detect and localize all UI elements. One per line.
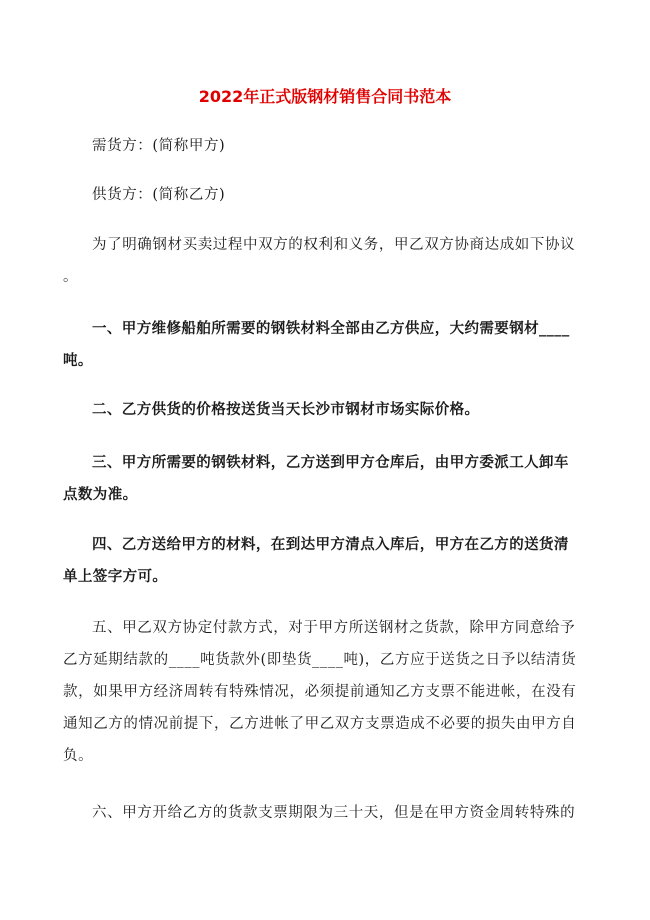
clause-1-line-1: 一、甲方维修船舶所需要的钢铁材料全部由乙方供应，大约需要钢材____ bbox=[92, 321, 570, 337]
clause-4-line-1: 四、乙方送给甲方的材料，在到达甲方清点入库后，甲方在乙方的送货清 bbox=[92, 537, 569, 553]
intro-line-2: 。 bbox=[63, 269, 79, 285]
clause-4 bbox=[63, 529, 585, 593]
intro-paragraph bbox=[63, 229, 585, 293]
clause-2: 二、乙方供货的价格按送货当天长沙市钢材市场实际价格。 bbox=[92, 402, 480, 418]
clause-5-line-1: 五、甲乙双方协定付款方式，对于甲方所送钢材之货款，除甲方同意给予 bbox=[92, 620, 576, 636]
clause-5-line-4: 通知乙方的情况前提下，乙方进帐了甲乙双方支票造成不必要的损失由甲方自 bbox=[63, 716, 577, 732]
clause-3 bbox=[63, 447, 585, 511]
clause-3-line-1: 三、甲方所需要的钢铁材料，乙方送到甲方仓库后，由甲方委派工人卸车 bbox=[92, 455, 569, 471]
clause-5 bbox=[63, 612, 585, 772]
clause-4-line-2: 单上签字方可。 bbox=[63, 569, 168, 585]
clause-5-line-5: 负。 bbox=[63, 748, 94, 764]
clause-3-line-2: 点数为准。 bbox=[63, 487, 138, 503]
clause-5-line-2: 乙方延期结款的____吨货款外(即垫货____吨)，乙方应于送货之日予以结清货 bbox=[63, 652, 577, 668]
clause-1-line-2: 吨。 bbox=[63, 353, 93, 369]
clause-6: 六、甲方开给乙方的货款支票期限为三十天，但是在甲方资金周转特殊的 bbox=[92, 805, 576, 821]
clause-1 bbox=[63, 313, 585, 377]
document-title: 2022年正式版钢材销售合同书范本 bbox=[198, 87, 452, 106]
intro-line-1: 为了明确钢材买卖过程中双方的权利和义务，甲乙双方协商达成如下协议 bbox=[92, 237, 576, 253]
clause-5-line-3: 款，如果甲方经济周转有特殊情况，必须提前通知乙方支票不能进帐，在没有 bbox=[63, 684, 577, 700]
buyer-line: 需货方：(简称甲方) bbox=[92, 138, 226, 154]
supplier-line: 供货方：(简称乙方) bbox=[92, 187, 226, 203]
